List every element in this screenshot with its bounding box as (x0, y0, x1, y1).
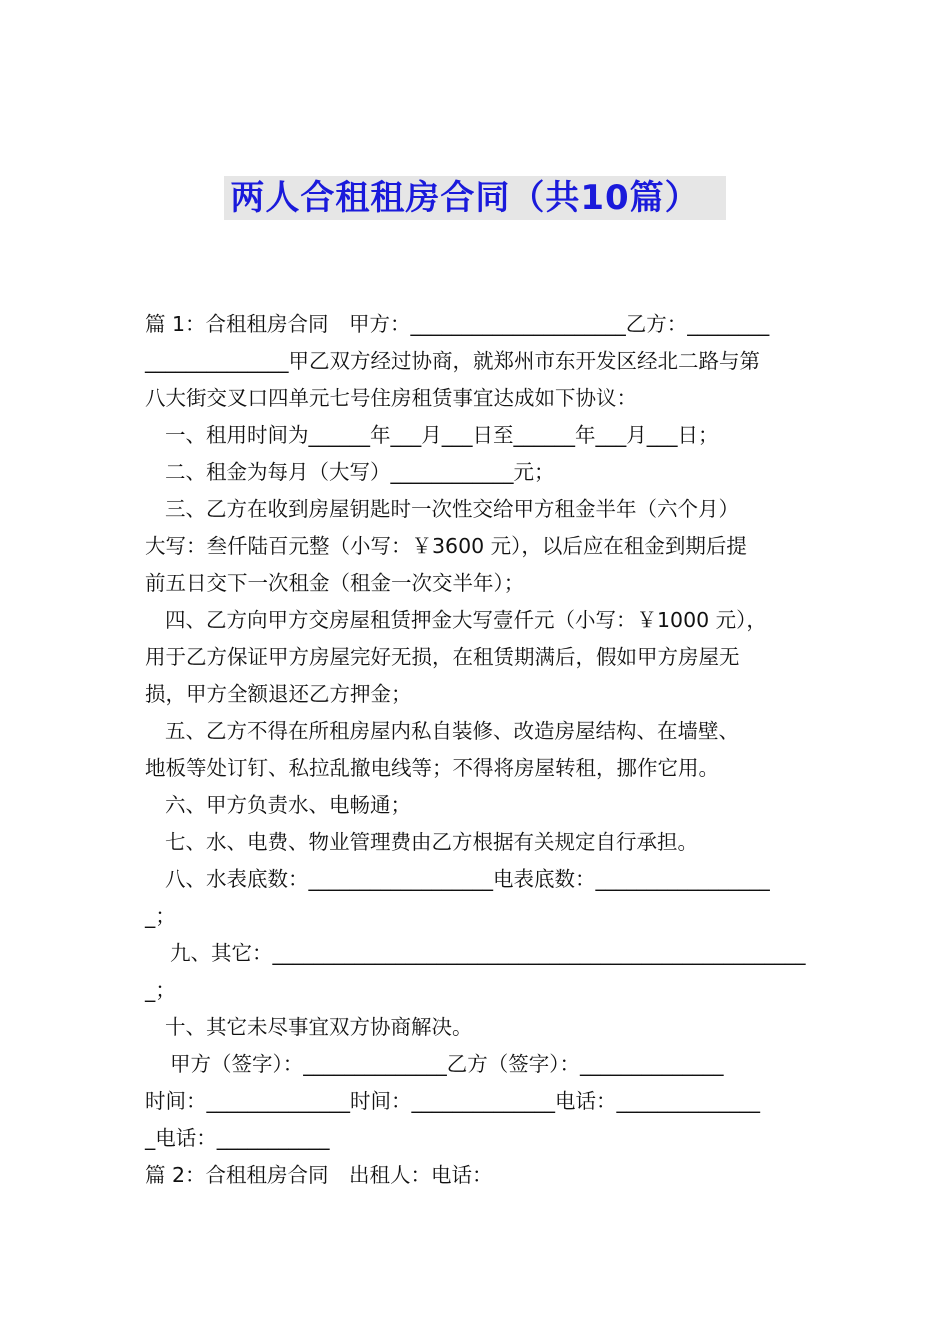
paragraph-line: 地板等处订钉、私拉乱撤电线等；不得将房屋转租，挪作它用。 (145, 756, 719, 780)
paragraph-line: _； (145, 904, 176, 928)
section-2-heading: 篇 2：合租租房合同 出租人：电话： (145, 1163, 493, 1187)
paragraph-line: _； (145, 978, 176, 1002)
paragraph-line: 损，甲方全额退还乙方押金； (145, 682, 412, 706)
clause-6: 六、甲方负责水、电畅通； (165, 793, 411, 817)
clause-3: 三、乙方在收到房屋钥匙时一次性交给甲方租金半年（六个月） (165, 497, 739, 521)
paragraph-line: ______________甲乙双方经过协商，就郑州市东开发区经北二路与第 (145, 349, 760, 373)
clause-8: 八、水表底数：__________________电表底数：_________________ (165, 867, 770, 891)
signature-line: 甲方（签字）：______________乙方（签字）：______________ (170, 1052, 724, 1076)
document-body (145, 306, 825, 1194)
clause-2: 二、租金为每月（大写）____________元； (165, 460, 555, 484)
paragraph-line: 篇 1：合租租房合同 甲方：_____________________乙方：________ (145, 312, 770, 336)
date-phone-line: 时间：______________时间：______________电话：______________ (145, 1089, 760, 1113)
paragraph-line: 八大街交叉口四单元七号住房租赁事宜达成如下协议： (145, 386, 637, 410)
paragraph-line: 前五日交下一次租金（租金一次交半年）； (145, 571, 525, 595)
document-title: 两人合租租房合同（共10篇） (224, 176, 725, 220)
paragraph-line: 大写：叁仟陆百元整（小写：￥3600 元），以后应在租金到期后提 (145, 534, 747, 558)
clause-10: 十、其它未尽事宜双方协商解决。 (165, 1015, 473, 1039)
clause-4: 四、乙方向甲方交房屋租赁押金大写壹仟元（小写：￥1000 元）， (165, 608, 767, 632)
clause-1: 一、租用时间为______年___月___日至______年___月___日； (165, 423, 719, 447)
phone-line: _电话：___________ (145, 1126, 330, 1150)
clause-5: 五、乙方不得在所租房屋内私自装修、改造房屋结构、在墙壁、 (165, 719, 739, 743)
paragraph-line: 用于乙方保证甲方房屋完好无损，在租赁期满后，假如甲方房屋无 (145, 645, 740, 669)
clause-9: 九、其它：____________________________________________________ (170, 941, 806, 965)
title-wrap (0, 176, 950, 220)
clause-7: 七、水、电费、物业管理费由乙方根据有关规定自行承担。 (165, 830, 698, 854)
